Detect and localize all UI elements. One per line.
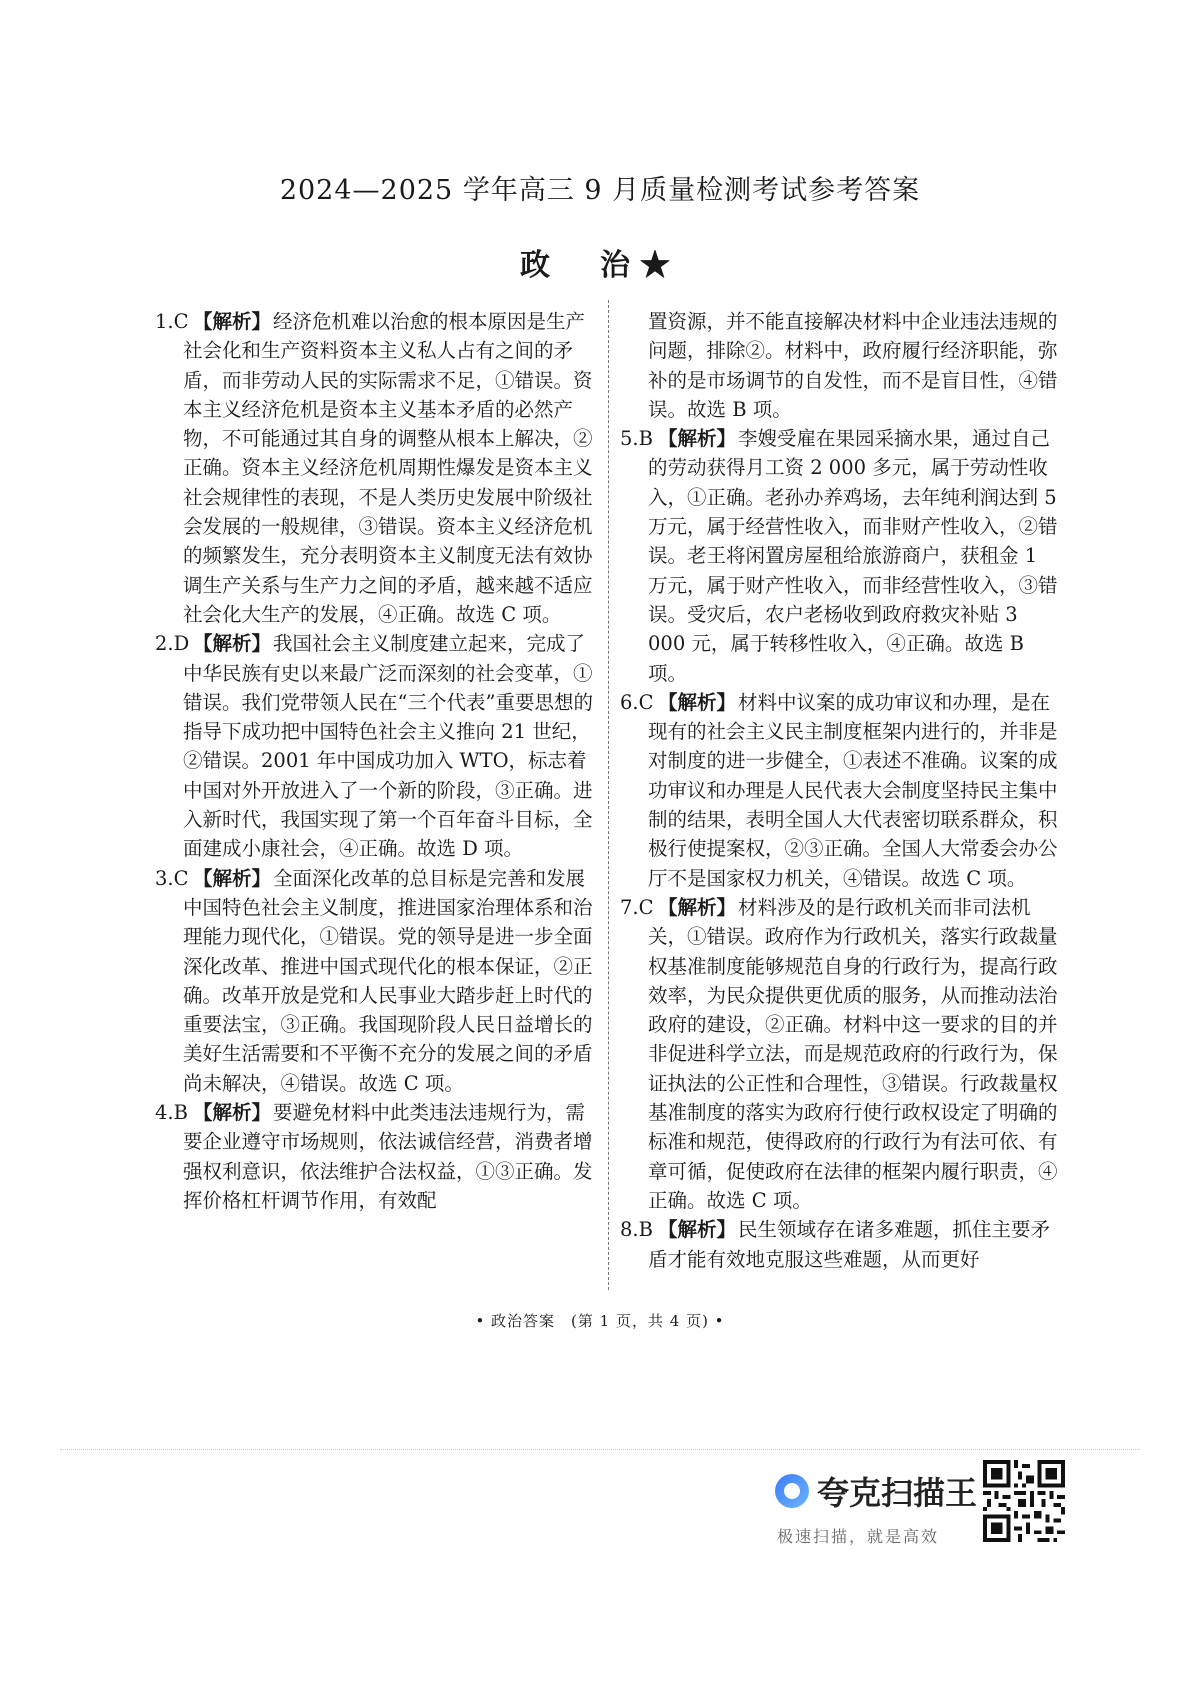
qr-code-icon [983,1460,1065,1542]
scanner-slogan: 极速扫描，就是高效 [777,1527,940,1546]
answer-number: 6.C [620,690,654,714]
analysis-tag: 【解析】 [193,632,272,656]
answer-text: 民生领域存在诸多难题，抓住主要矛盾才能有效地克服这些难题，从而更好 [648,1218,1051,1271]
page-footer: • 政治答案 (第 1 页，共 4 页) • [475,1312,725,1330]
answer-number: 7.C [620,895,654,919]
answer-item-4-continuation: 置资源，并不能直接解决材料中企业违法违规的问题，排除②。材料中，政府履行经济职能，弥补的是市场调节的自发性，而不是盲目性，④错误。故选 B 项。 [648,310,1058,421]
analysis-tag: 【解析】 [658,1218,737,1242]
answer-number: 2.D [155,632,190,656]
scanner-logo-icon [775,1474,809,1508]
analysis-tag: 【解析】 [658,427,737,451]
answer-text: 我国社会主义制度建立起来，完成了中华民族有史以来最广泛而深刻的社会变革，①错误。我们党带领人民在“三个代表”重要思想的指导下成功把中国特色社会主义推向 21 世纪，②错误。2001 年中国成功加入 WTO，标志着中国对外开放进入了一个新的阶段，③正确。进入新时代，我国实现了第一个百年奋斗目标，全面建成小康社会，④正确。故选 D 项。 [183,632,593,861]
answer-text: 材料涉及的是行政机关而非司法机关，①错误。政府作为行政机关，落实行政裁量权基准制度能够规范自身的行政行为，提高行政效率，为民众提供更优质的服务，从而推动法治政府的建设，②正确。材料中这一要求的目的并非促进科学立法，而是规范政府的行政行为，保证执法的公正性和合理性，③错误。行政裁量权基准制度的落实为政府行使行政权设定了明确的标准和规范，使得政府的行政行为有法可依、有章可循，促使政府在法律的框架内履行职责，④正确。故选 C 项。 [648,895,1058,1212]
answer-number: 4.B [155,1101,188,1125]
answer-number: 1.C [155,310,189,333]
answer-text: 全面深化改革的总目标是完善和发展中国特色社会主义制度，推进国家治理体系和治理能力现代化，①错误。党的领导是进一步全面深化改革、推进中国式现代化的根本保证，②正确。改革开放是党和人民事业大踏步赶上时代的重要法宝，③正确。我国现阶段人民日益增长的美好生活需要和不平衡不充分的发展之间的矛盾尚未解决，④错误。故选 C 项。 [183,866,593,1095]
answer-item-7 [620,893,1060,1215]
answer-text: 经济危机难以治愈的根本原因是生产社会化和生产资料资本主义私人占有之间的矛盾，而非劳动人民的实际需求不足，①错误。资本主义经济危机是资本主义基本矛盾的必然产物，不可能通过其自身的调整从根本上解决，②正确。资本主义经济危机周期性爆发是资本主义社会规律性的表现，不是人类历史发展中阶级社会发展的一般规律，③错误。资本主义经济危机的频繁发生，充分表明资本主义制度无法有效协调生产关系与生产力之间的矛盾，越来越不适应社会化大生产的发展，④正确。故选 C 项。 [183,310,593,626]
scanner-brand-name: 夸克扫描王 [817,1474,978,1512]
answer-number: 8.B [620,1218,653,1242]
analysis-tag: 【解析】 [193,1101,272,1125]
scanner-watermark [775,1458,1075,1568]
answer-column-left [155,307,595,1215]
answer-item-4 [155,1098,595,1215]
answer-item-1 [155,307,595,629]
answer-text: 李嫂受雇在果园采摘水果，通过自己的劳动获得月工资 2 000 多元，属于劳动性收入，①正确。老孙办养鸡场，去年纯利润达到 5 万元，属于经营性收入，而非财产性收入，②错误。老王将闲置房屋租给旅游商户，获租金 1 万元，属于财产性收入，而非经营性收入，③错误。受灾后，农户老杨收到政府救灾补贴 3 000 元，属于转移性收入，④正确。故选 B 项。 [648,427,1058,685]
answer-text: 材料中议案的成功审议和办理，是在现有的社会主义民主制度框架内进行的，并非是对制度的进一步健全，①表述不准确。议案的成功审议和办理是人民代表大会制度坚持民主集中制的结果，表明全国人大代表密切联系群众，积极行使提案权，②③正确。全国人大常委会办公厅不是国家权力机关，④错误。故选 C 项。 [648,690,1058,890]
answer-column-right [620,307,1060,1274]
answer-item-2 [155,629,595,863]
answer-item-6 [620,688,1060,893]
footer-divider [60,1449,1140,1450]
column-divider [608,300,609,1290]
analysis-tag: 【解析】 [658,895,737,919]
answer-text: 要避免材料中此类违法违规行为，需要企业遵守市场规则，依法诚信经营，消费者增强权利意识，依法维护合法权益，①③正确。发挥价格杠杆调节作用，有效配 [183,1101,593,1212]
analysis-tag: 【解析】 [658,690,737,714]
document-title: 2024—2025 学年高三 9 月质量检测考试参考答案 [279,175,921,206]
answer-item-5 [620,424,1060,688]
answer-number: 5.B [620,427,653,451]
answer-number: 3.C [155,866,189,890]
analysis-tag: 【解析】 [193,310,272,333]
answer-item-8 [620,1215,1060,1274]
subject-title: 政 治★ [520,248,680,283]
answer-item-3 [155,864,595,1098]
analysis-tag: 【解析】 [193,866,272,890]
